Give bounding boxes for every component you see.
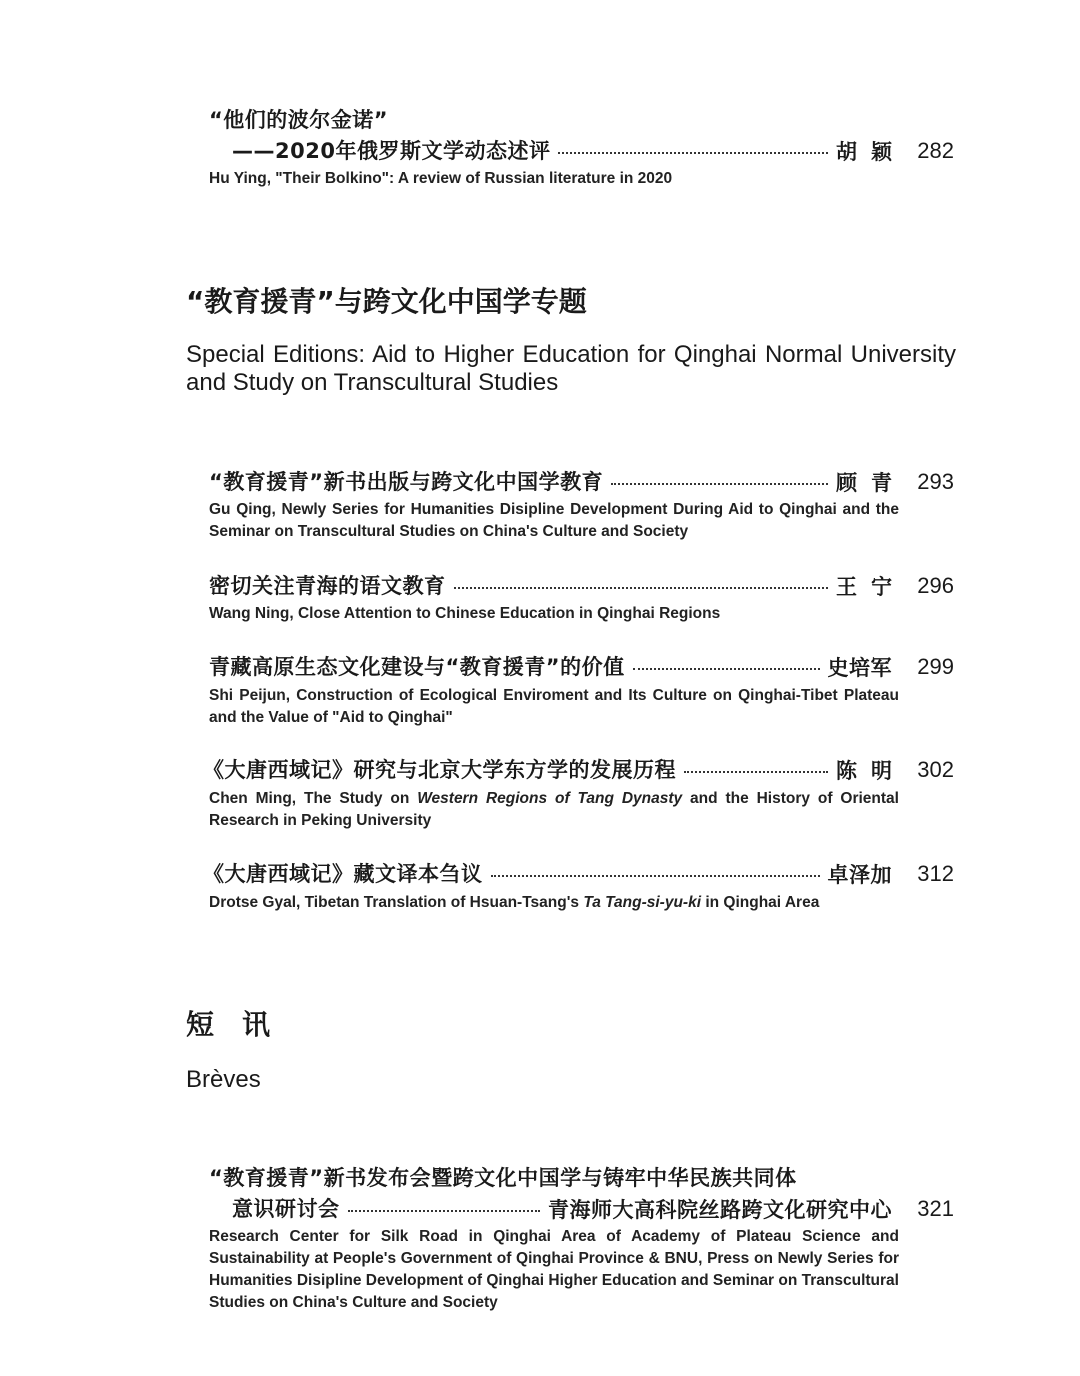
entry-page-number: 312 xyxy=(917,861,954,886)
entry-title: 《大唐西域记》研究与北京大学东方学的发展历程 xyxy=(203,758,676,782)
english-italic-title: Ta Tang-si-yu-ki xyxy=(583,894,702,911)
entry-author: 胡颖 xyxy=(836,140,906,164)
entry-english xyxy=(209,788,899,832)
entry-title-line1: “教育援青”新书发布会暨跨文化中国学与铸牢中华民族共同体 xyxy=(209,1166,797,1190)
entry-author: 王宁 xyxy=(836,575,906,599)
dot-leader xyxy=(633,668,820,670)
section-title-en: Special Editions: Aid to Higher Education for Qinghai Normal University and Study on Transcultural Studies xyxy=(186,341,956,396)
english-text: Chen Ming, The Study on xyxy=(209,790,418,807)
entry-page-number: 302 xyxy=(917,757,954,782)
entry-title: “教育援青”新书出版与跨文化中国学教育 xyxy=(209,470,604,494)
dot-leader xyxy=(348,1210,541,1212)
entry-author: 青海师大高科院丝路跨文化研究中心 xyxy=(548,1198,892,1222)
english-text: in Qinghai Area xyxy=(701,894,820,911)
dot-leader xyxy=(558,152,828,154)
toc-entry-row[interactable] xyxy=(209,467,906,497)
entry-english: Gu Qing, Newly Series for Humanities Disipline Development During Aid to Qinghai and the Seminar on Transcultural Studies on China's Culture and Society xyxy=(209,501,899,540)
entry-title-line2: ——2020年俄罗斯文学动态述评 xyxy=(232,139,551,163)
dot-leader xyxy=(454,587,829,589)
entry-page-number: 321 xyxy=(917,1196,954,1221)
toc-entry-row[interactable] xyxy=(209,571,906,601)
entry-author: 卓泽加 xyxy=(827,863,892,887)
dot-leader xyxy=(684,771,828,773)
entry-title: 《大唐西域记》藏文译本刍议 xyxy=(203,862,483,886)
entry-english xyxy=(209,892,819,914)
section-title-en: Brèves xyxy=(186,1066,261,1093)
entry-title: 密切关注青海的语文教育 xyxy=(209,574,446,598)
toc-entry-row[interactable] xyxy=(203,755,906,785)
entry-author: 陈明 xyxy=(836,759,906,783)
dot-leader xyxy=(491,875,820,877)
entry-title: 青藏高原生态文化建设与“教育援青”的价值 xyxy=(209,655,625,679)
entry-title-line2: 意识研讨会 xyxy=(232,1197,340,1221)
toc-entry-row[interactable] xyxy=(209,652,892,682)
entry-author: 顾青 xyxy=(836,471,906,495)
entry-author: 史培军 xyxy=(827,656,892,680)
entry-english: Research Center for Silk Road in Qinghai Area of Academy of Plateau Science and Sustainability at People's Government of Qinghai Province & BNU, Press on Newly Series for Humanities Disipline Development of Qinghai Higher Education and Seminar on Transcultural Studies on China's Culture and Society xyxy=(209,1228,899,1311)
section-title-zh: “教育援青”与跨文化中国学专题 xyxy=(186,285,587,318)
english-text: and the History of Oriental Research in Peking University xyxy=(209,790,899,829)
entry-english: Wang Ning, Close Attention to Chinese Education in Qinghai Regions xyxy=(209,605,721,622)
entry-english: Hu Ying, "Their Bolkino": A review of Russian literature in 2020 xyxy=(209,170,673,187)
english-italic-title: Western Regions of Tang Dynasty xyxy=(417,790,683,807)
entry-page-number: 296 xyxy=(917,573,954,598)
entry-page-number: 299 xyxy=(917,654,954,679)
english-text: Drotse Gyal, Tibetan Translation of Hsuan-Tsang's xyxy=(209,894,584,911)
toc-entry-row[interactable] xyxy=(232,1194,892,1224)
dot-leader xyxy=(611,483,828,485)
section-title-zh: 短 讯 xyxy=(186,1008,271,1041)
entry-title-line1: “他们的波尔金诺” xyxy=(209,108,389,132)
entry-english: Shi Peijun, Construction of Ecological Enviroment and Its Culture on Qinghai-Tibet Plateau and the Value of "Aid to Qinghai" xyxy=(209,687,899,726)
entry-page-number: 293 xyxy=(917,469,954,494)
toc-entry-row[interactable] xyxy=(203,859,892,889)
entry-page-number: 282 xyxy=(917,138,954,163)
toc-entry-row[interactable] xyxy=(232,136,906,166)
